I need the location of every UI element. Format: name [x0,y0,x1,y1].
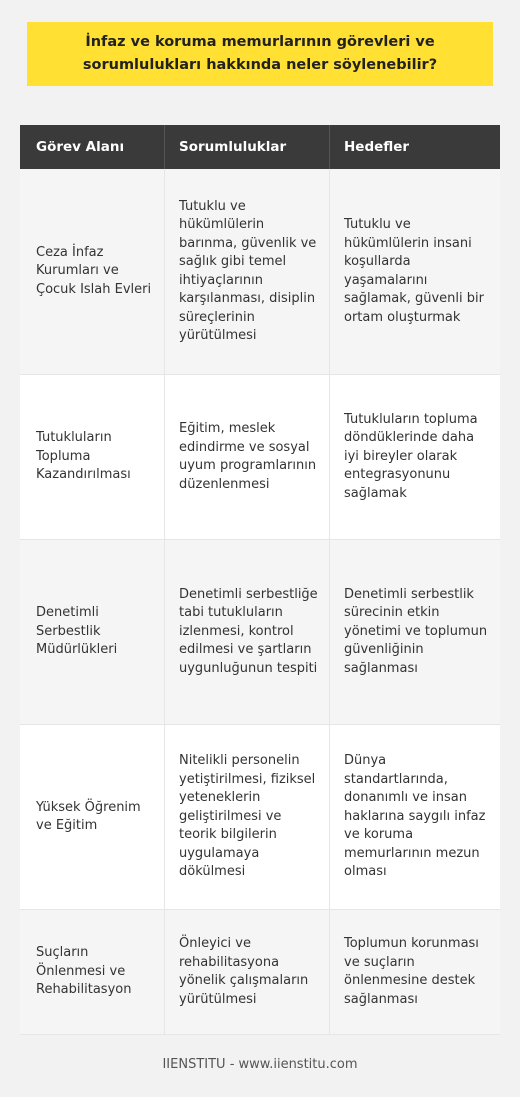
cell-area: Denetimli Serbestlik Müdürlükleri [20,540,165,724]
cell-responsibilities: Eğitim, meslek edindirme ve sosyal uyum programlarının düzenlenmesi [165,375,330,539]
cell-area: Suçların Önlenmesi ve Rehabilitasyon [20,910,165,1034]
header-area: Görev Alanı [20,125,165,169]
table-row [20,910,500,1035]
cell-goals: Tutukluların topluma döndüklerinde daha iyi bireyler olarak entegrasyonunu sağlamak [344,411,478,501]
header-goals: Hedefler [344,138,410,155]
cell-responsibilities: Önleyici ve rehabilitasyona yönelik çalışmaların yürütülmesi [165,910,330,1034]
cell-responsibilities: Nitelikli personelin yetiştirilmesi, fiziksel yeteneklerin geliştirilmesi ve teorik bilgilerin uygulamaya dökülmesi [165,725,330,909]
cell-responsibilities: Tutuklu ve hükümlülerin barınma, güvenlik ve sağlık gibi temel ihtiyaçlarının karşılanması, disiplin süreçlerinin yürütülmesi [165,169,330,374]
table-row [20,540,500,725]
responsibilities-table [20,125,500,1035]
table-row [20,725,500,910]
table-row [20,375,500,540]
page-title: İnfaz ve koruma memurlarının görevleri ve sorumlulukları hakkında neler söylenebilir? [27,22,493,86]
header-responsibilities: Sorumluluklar [165,125,330,169]
cell-goals: Dünya standartlarında, donanımlı ve insan haklarına saygılı infaz ve koruma memurlarının mezun olması [344,753,486,880]
table-row [20,169,500,375]
cell-area: Yüksek Öğrenim ve Eğitim [20,725,165,909]
footer-credit: IIENSTITU - www.iienstitu.com [162,1057,358,1072]
table-header-row [20,125,500,169]
cell-area: Ceza İnfaz Kurumları ve Çocuk Islah Evleri [20,169,165,374]
cell-goals: Denetimli serbestlik sürecinin etkin yönetimi ve toplumun güvenliğinin sağlanması [344,586,488,676]
cell-goals: Tutuklu ve hükümlülerin insani koşullarda yaşamalarını sağlamak, güvenli bir ortam oluşturmak [344,217,484,325]
cell-goals: Toplumun korunması ve suçların önlenmesine destek sağlanması [344,936,479,1007]
cell-area: Tutukluların Topluma Kazandırılması [20,375,165,539]
cell-responsibilities: Denetimli serbestliğe tabi tutukluların izlenmesi, kontrol edilmesi ve şartların uygunluğunun tespiti [165,540,330,724]
